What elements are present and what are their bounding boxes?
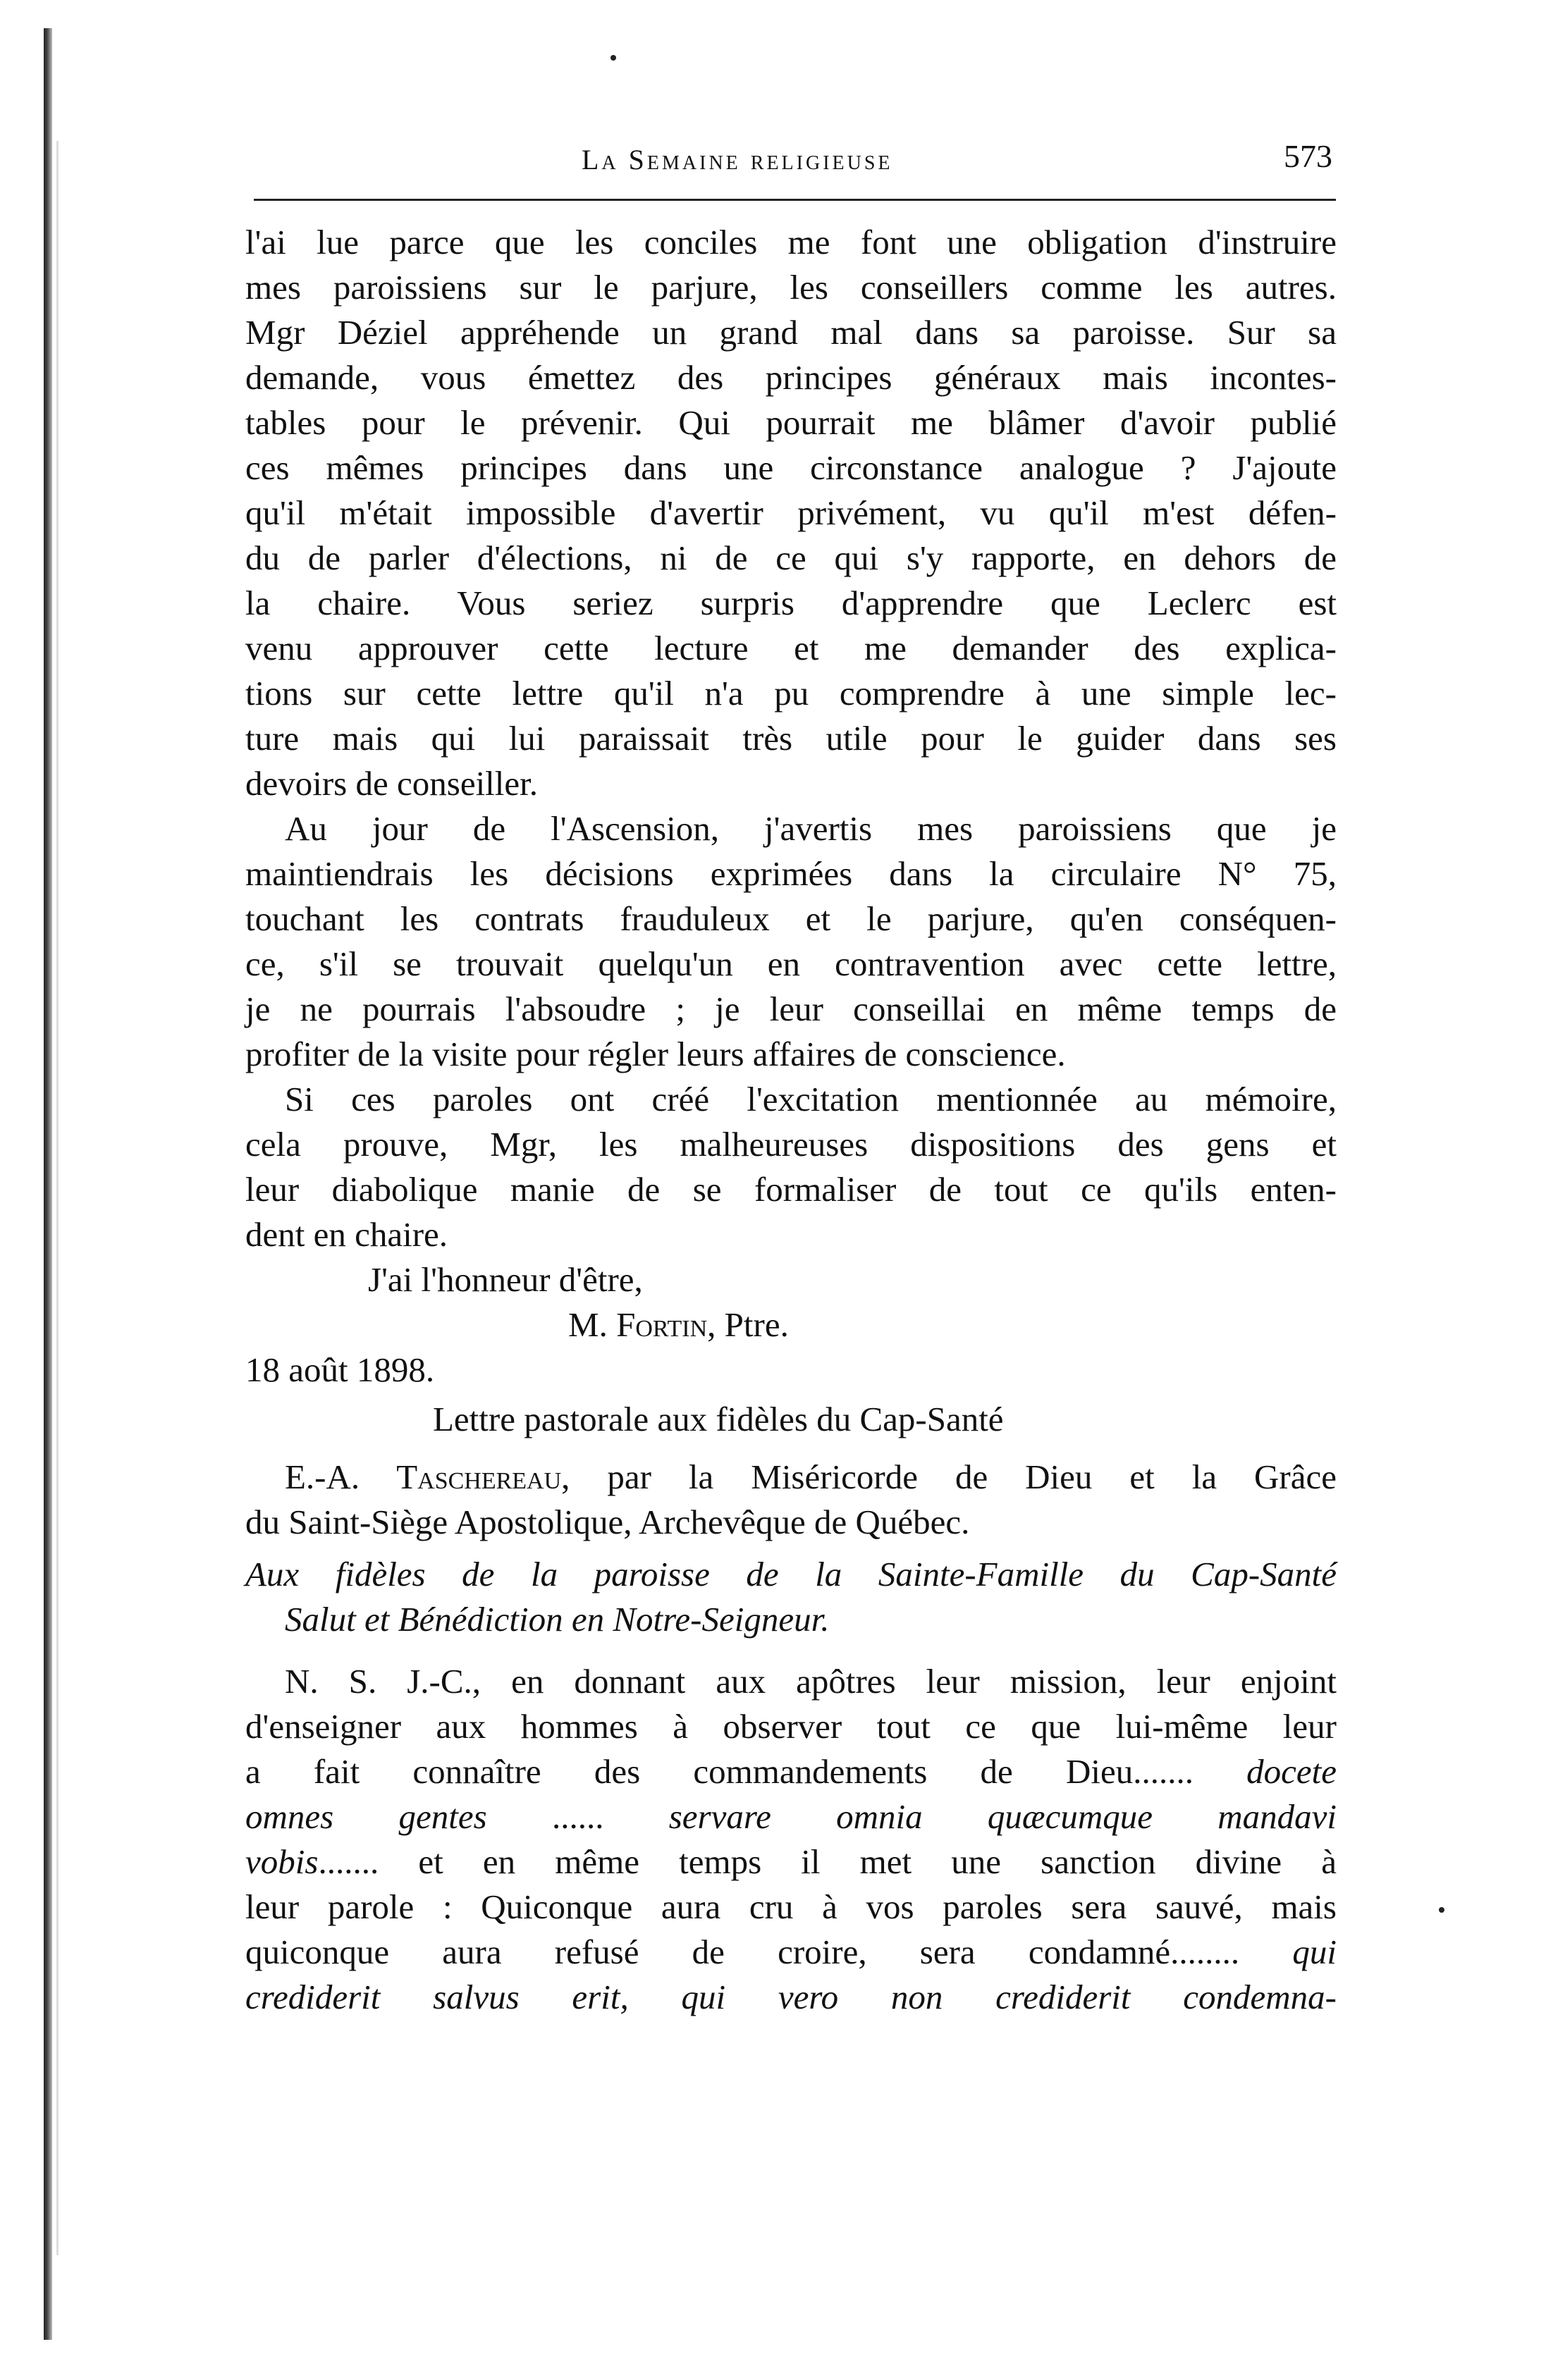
- text-line: tions sur cette lettre qu'il n'a pu comprendre à une simple lec-: [245, 674, 1337, 713]
- text-line: crediderit salvus erit, qui vero non crediderit condemna-: [245, 1978, 1337, 2016]
- text-line: dent en chaire.: [245, 1215, 448, 1254]
- text-line: demande, vous émettez des principes généraux mais incontes-: [245, 358, 1337, 397]
- text-line: tables pour le prévenir. Qui pourrait me blâmer d'avoir publié: [245, 403, 1337, 442]
- text-line: je ne pourrais l'absoudre ; je leur conseillai en même temps de: [245, 989, 1337, 1028]
- section-title: Lettre pastorale aux fidèles du Cap-Santé: [433, 1400, 1004, 1438]
- scan-binding-edge: [44, 28, 52, 2340]
- scan-shadow-line: [56, 141, 59, 2255]
- ink-speck: [610, 55, 616, 61]
- text-line: [245, 1930, 1337, 1975]
- latin-quote: docete: [1246, 1752, 1337, 1791]
- date-line: 18 août 1898.: [245, 1350, 435, 1389]
- closing-salutation: J'ai l'honneur d'être,: [368, 1260, 643, 1299]
- text-line: la chaire. Vous seriez surpris d'apprendre que Leclerc est: [245, 584, 1337, 622]
- text-line: [245, 1794, 1337, 1839]
- text-line: venu approuver cette lecture et me demander des explica-: [245, 629, 1337, 667]
- text-span: a fait connaître des commandements de Dieu.......: [245, 1752, 1193, 1791]
- latin-quote: qui: [1292, 1932, 1337, 1971]
- page-number: 573: [1284, 138, 1332, 174]
- text-line: qu'il m'était impossible d'avertir privément, vu qu'il m'est défen-: [245, 493, 1337, 532]
- paragraph-first-line: Si ces paroles ont créé l'excitation mentionnée au mémoire,: [285, 1080, 1337, 1118]
- text-line: ture mais qui lui paraissait très utile pour le guider dans ses: [245, 719, 1337, 758]
- paragraph-first-line: N. S. J.-C., en donnant aux apôtres leur mission, leur enjoint: [285, 1662, 1337, 1701]
- text-span: ....... et en même temps il met une sanction divine à: [318, 1842, 1337, 1881]
- text-line: devoirs de conseiller.: [245, 764, 539, 803]
- text-line: ces mêmes principes dans une circonstance analogue ? J'ajoute: [245, 448, 1337, 487]
- text-line: l'ai lue parce que les conciles me font une obligation d'instruire: [245, 223, 1337, 261]
- author-intro-line: [285, 1455, 1337, 1500]
- ink-speck: [1439, 1907, 1444, 1913]
- text-line: touchant les contrats frauduleux et le parjure, qu'en conséquen-: [245, 899, 1337, 938]
- text-line: profiter de la visite pour régler leurs affaires de conscience.: [245, 1035, 1066, 1073]
- text-line: d'enseigner aux hommes à observer tout ce que lui-même leur: [245, 1707, 1337, 1746]
- text-line: cela prouve, Mgr, les malheureuses dispositions des gens et: [245, 1125, 1337, 1164]
- text-line: mes paroissiens sur le parjure, les conseillers comme les autres.: [245, 268, 1337, 307]
- text-line: Mgr Déziel appréhende un grand mal dans sa paroisse. Sur sa: [245, 313, 1337, 352]
- text-line: leur parole : Quiconque aura cru à vos paroles sera sauvé, mais: [245, 1887, 1337, 1926]
- text-line: [245, 1839, 1337, 1885]
- address-line: Aux fidèles de la paroisse de la Sainte-Famille du Cap-Santé: [245, 1555, 1337, 1593]
- latin-quote: servare omnia quæcumque mandavi: [668, 1797, 1337, 1836]
- latin-quote: omnes gentes: [245, 1797, 487, 1836]
- page-header: [243, 137, 1332, 187]
- signature: [568, 1302, 1273, 1348]
- running-title: La Semaine religieuse: [582, 144, 893, 175]
- text-line: [245, 1749, 1337, 1794]
- text-line: du Saint-Siège Apostolique, Archevêque de Québec.: [245, 1503, 970, 1541]
- signature-title: , Ptre.: [707, 1305, 789, 1344]
- address-line: Salut et Bénédiction en Notre-Seigneur.: [285, 1600, 830, 1639]
- text-span: ......: [551, 1797, 604, 1836]
- author-intro-rest: , par la Miséricorde de Dieu et la Grâce: [561, 1457, 1337, 1496]
- text-span: quiconque aura refusé de croire, sera condamné........: [245, 1932, 1240, 1971]
- header-rule: [254, 199, 1336, 201]
- text-line: maintiendrais les décisions exprimées dans la circulaire N° 75,: [245, 854, 1337, 893]
- latin-quote: vobis: [245, 1842, 319, 1881]
- text-line: du de parler d'élections, ni de ce qui s'y rapporte, en dehors de: [245, 538, 1337, 577]
- author-name: E.-A. Taschereau: [285, 1457, 562, 1496]
- signature-name: M. Fortin: [568, 1305, 708, 1344]
- paragraph-first-line: Au jour de l'Ascension, j'avertis mes paroissiens que je: [285, 809, 1337, 848]
- text-line: ce, s'il se trouvait quelqu'un en contravention avec cette lettre,: [245, 944, 1337, 983]
- text-line: leur diabolique manie de se formaliser de tout ce qu'ils enten-: [245, 1170, 1337, 1209]
